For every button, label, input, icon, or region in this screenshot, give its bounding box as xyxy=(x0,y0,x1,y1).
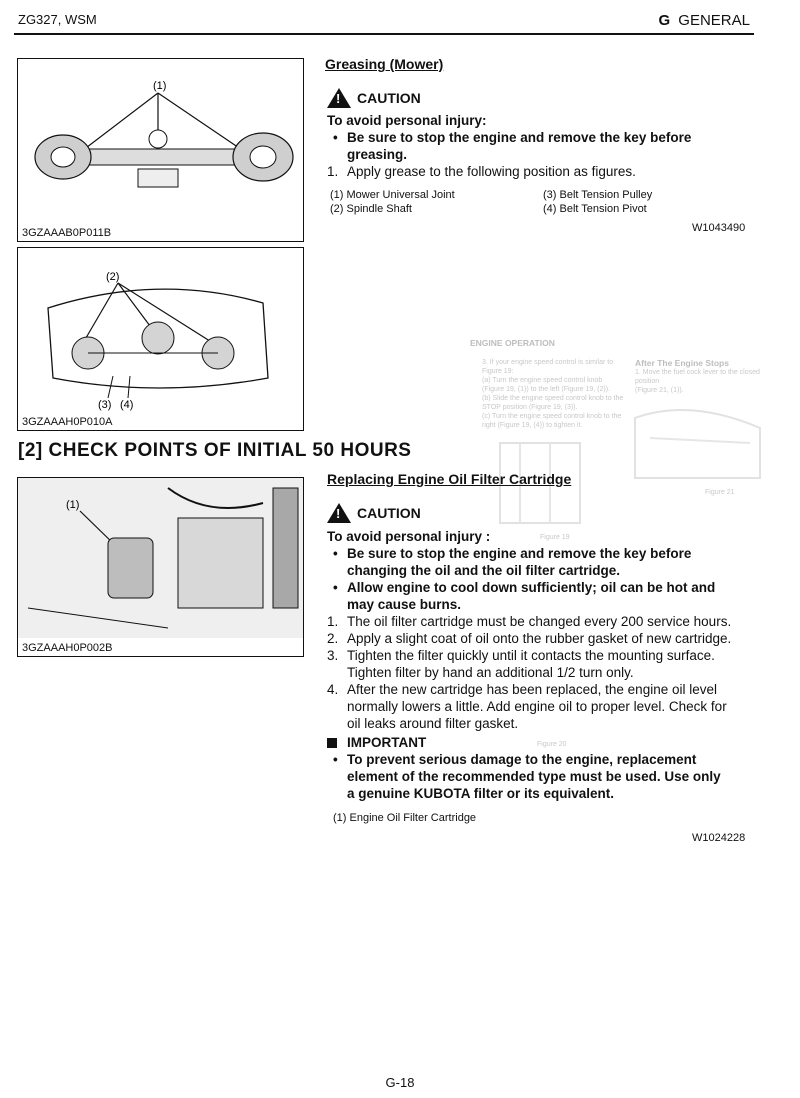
ghost-fig21: Figure 21 xyxy=(705,489,735,496)
header-model: ZG327, WSM xyxy=(18,12,97,27)
greasing-title: Greasing (Mower) xyxy=(325,56,444,72)
greasing-body xyxy=(327,129,752,180)
oil-code: W1024228 xyxy=(692,832,746,844)
greasing-legend-left: (1) Mower Universal Joint (2) Spindle Shaft xyxy=(330,189,455,215)
oil-important-bullet: • To prevent serious damage to the engine, replacement element of the recommended type must be used. Use only a genuine KUBOTA filter or its equivalent. xyxy=(327,751,757,802)
greasing-steps xyxy=(327,163,752,180)
oil-step-1: 1. The oil filter cartridge must be changed every 200 service hours. xyxy=(327,614,732,629)
figure-mower-universal-joint xyxy=(17,58,304,242)
ghost-fig19: Figure 19 xyxy=(540,534,570,541)
chapter-heading: [2] CHECK POINTS OF INITIAL 50 HOURS xyxy=(18,440,412,461)
greasing-avoid: To avoid personal injury: xyxy=(327,113,487,128)
figure-code: 3GZAAAH0P002B xyxy=(22,642,113,654)
caution-label: CAUTION xyxy=(357,90,421,106)
important-square-icon xyxy=(327,738,337,748)
section-name: GENERAL xyxy=(678,12,750,29)
ghost-right-text: After The Engine Stops 1. Move the fuel cock lever to the closed position (Figure 21, (1)). xyxy=(635,358,760,394)
figure-oil-filter xyxy=(17,477,304,657)
greasing-code: W1043490 xyxy=(692,222,746,234)
callout-3: (3) xyxy=(98,399,112,411)
oil-step-2: 2. Apply a slight coat of oil onto the rubber gasket of new cartridge. xyxy=(327,631,732,646)
oil-important xyxy=(327,734,757,751)
oil-filter-drawing xyxy=(18,478,303,638)
greasing-step-1: 1. Apply grease to the following position as figures. xyxy=(327,164,636,179)
ghost-left-text: 3. If your engine speed control is similar to Figure 19: (a) Turn the engine speed control knob (Figure 19, (1)) to the left (Figure 19, (2)). (b) Slide the engine speed control knob to the STOP position (Figure 19, (3)). (c) Turn the engine speed control knob to the right (Figure 19, (4)) to tighten it. xyxy=(482,359,624,429)
oil-step-4: 4. After the new cartridge has been replaced, the engine oil level normally lowers a little. Add engine oil to proper level. Check for oil leaks around filter gasket. xyxy=(327,682,727,731)
page-number: G-18 xyxy=(385,1075,415,1090)
warning-icon xyxy=(327,503,351,523)
oil-title: Replacing Engine Oil Filter Cartridge xyxy=(327,471,572,487)
greasing-caution xyxy=(327,88,421,108)
oil-step-3: 3. Tighten the filter quickly until it contacts the mounting surface. Tighten filter by hand an additional 1/2 turn only. xyxy=(327,648,715,680)
oil-important-bullets xyxy=(327,751,757,802)
mower-deck-drawing xyxy=(18,248,303,413)
figure-code: 3GZAAAB0P011B xyxy=(22,227,112,239)
oil-steps xyxy=(327,613,757,732)
figure-mower-deck xyxy=(17,247,304,431)
oil-bullet-1: • Be sure to stop the engine and remove the key before changing the oil and the oil filter cartridge. xyxy=(327,545,757,579)
oil-avoid: To avoid personal injury : xyxy=(327,529,491,544)
greasing-bullet-1: • Be sure to stop the engine and remove the key before greasing. xyxy=(327,129,752,163)
ghost-fig20: Figure 20 xyxy=(537,741,567,748)
universal-joint-drawing xyxy=(18,59,303,224)
oil-bullet-2: • Allow engine to cool down sufficiently; oil can be hot and may cause burns. xyxy=(327,579,757,613)
callout-2: (2) xyxy=(106,271,120,283)
caution-label: CAUTION xyxy=(357,505,421,521)
header-rule xyxy=(14,33,754,35)
figure-code: 3GZAAAH0P010A xyxy=(22,416,113,428)
callout-4: (4) xyxy=(120,399,134,411)
callout-1: (1) xyxy=(66,499,80,511)
oil-legend: (1) Engine Oil Filter Cartridge xyxy=(333,812,477,824)
warning-icon xyxy=(327,88,351,108)
greasing-legend-right: (3) Belt Tension Pulley (4) Belt Tension Pivot xyxy=(543,189,653,215)
oil-bullets xyxy=(327,545,757,613)
important-label: IMPORTANT xyxy=(347,735,427,750)
header-section xyxy=(658,12,750,29)
callout-1: (1) xyxy=(153,80,167,92)
ghost-figure-21-drawing xyxy=(630,398,765,488)
oil-caution xyxy=(327,503,421,523)
greasing-bullets xyxy=(327,129,752,163)
oil-body xyxy=(327,545,757,802)
section-letter: G xyxy=(658,12,671,29)
ghost-title: ENGINE OPERATION xyxy=(470,338,555,348)
